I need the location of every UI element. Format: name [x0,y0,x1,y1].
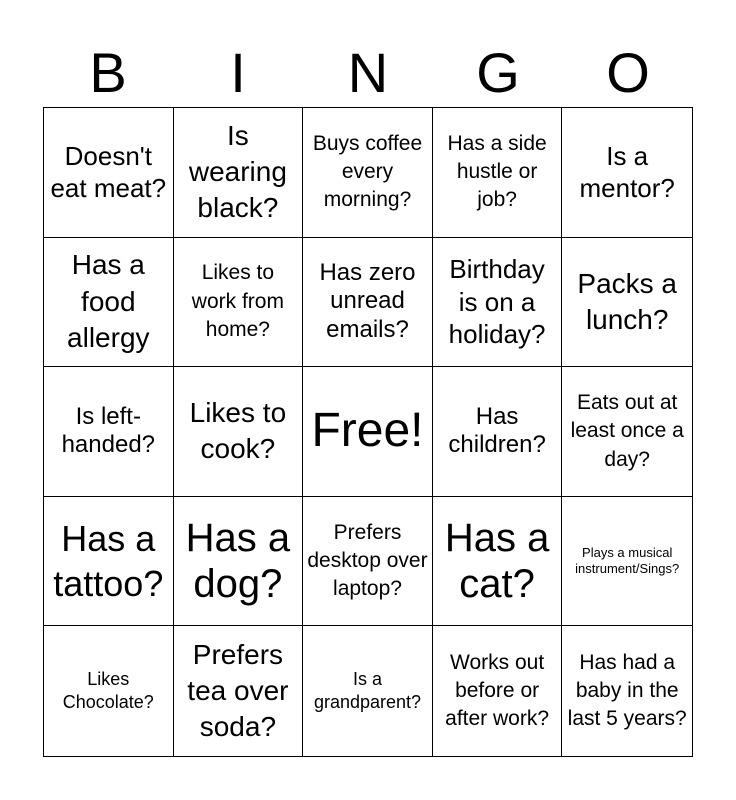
bingo-cell[interactable]: Is a mentor? [562,108,692,238]
bingo-cell[interactable]: Has a tattoo? [44,497,174,627]
bingo-cell[interactable]: Birthday is on a holiday? [433,238,563,368]
bingo-cell[interactable]: Eats out at least once a day? [562,367,692,497]
header-letter-g: G [476,41,520,104]
bingo-cell[interactable]: Prefers tea over soda? [174,626,304,756]
bingo-cell[interactable]: Has a side hustle or job? [433,108,563,238]
bingo-cell[interactable]: Packs a lunch? [562,238,692,368]
bingo-cell[interactable]: Has zero unread emails? [303,238,433,368]
bingo-cell[interactable]: Is wearing black? [174,108,304,238]
header-letter-i: I [230,41,246,104]
bingo-cell[interactable]: Prefers desktop over laptop? [303,497,433,627]
bingo-cell[interactable]: Buys coffee every morning? [303,108,433,238]
bingo-free-space[interactable]: Free! [303,367,433,497]
bingo-cell[interactable]: Likes Chocolate? [44,626,174,756]
bingo-cell[interactable]: Has had a baby in the last 5 years? [567,650,687,731]
header-letter-n: N [347,41,389,104]
bingo-cell[interactable]: Is a grandparent? [303,626,433,756]
bingo-card-grid [43,107,693,757]
bingo-cell[interactable]: Has a dog? [174,497,304,627]
bingo-cell[interactable]: Has a food allergy [44,238,174,368]
bingo-cell[interactable]: Likes to cook? [174,367,304,497]
bingo-cell[interactable]: Doesn't eat meat? [44,108,174,238]
header-letter-o: O [606,41,650,104]
bingo-cell[interactable]: Works out before or after work? [433,626,563,756]
bingo-header [43,38,693,108]
bingo-cell[interactable]: Plays a musical instrument/Sings? [562,497,692,627]
bingo-cell[interactable]: Is left-handed? [44,367,174,497]
bingo-cell[interactable]: Has a cat? [433,497,563,627]
bingo-cell[interactable]: Has children? [433,367,563,497]
header-letter-b: B [89,41,127,104]
bingo-cell[interactable]: Likes to work from home? [174,238,304,368]
